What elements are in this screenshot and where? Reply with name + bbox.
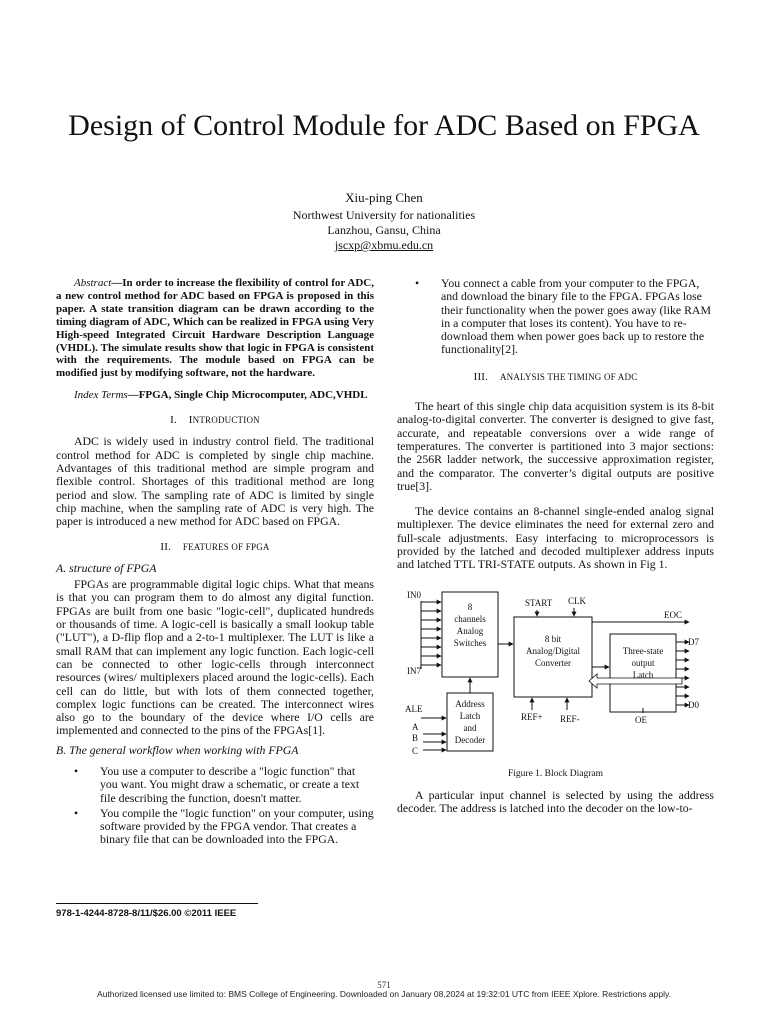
analysis-paragraph-2: The device contains an 8-channel single-ended analog signal multiplexer. The device eliminates the need for external zero and full-scale adjustments. Easy interfacing to microprocessors is provided by the latched and decoded multiplexer address inputs and latched TTL TRI-STATE outputs. As shown in Fig 1. [397,504,714,572]
address-latch-label: Latch [459,710,481,721]
abstract-text: —In order to increase the flexibility of control for ADC, a new control method for ADC based on FPGA is proposed in this paper. A state transition diagram can be drawn according to the timing diagram of ADC, Which can be realized in FPGA using Very High-speed Integrated Circuit Hardware Description Language (VHDL). The simulate results show that logic in FPGA is consistent with the requirements. The module based on FPGA can be modified just by modifying software, not the hardware. [56,277,374,380]
section1-rest: NTRODUCTION [192,415,260,426]
abstract-label: Abstract [74,277,112,289]
author-block [0,190,768,253]
abstract [56,277,374,380]
clk-label: CLK [568,595,586,606]
d0-label: D0 [688,699,699,710]
index-terms-label: Index Terms [74,389,128,402]
analysis-paragraph-1: The heart of this single chip data acquisition system is its 8-bit analog-to-digital converter. The converter is designed to give fast, accurate, and repeatable conversions over a wide range of temperatures. The converter is partitioned into 3 major sections: the 256R ladder network, the successive approximation register, and the comparator. The converter’s digital outputs are positive true[3]. [397,399,714,493]
section3-number: III. [473,370,489,383]
section3-heading: ANALYSIS THE TIMING OF ADC [499,371,638,382]
paper-title: Design of Control Module for ADC Based on FPGA [68,109,700,142]
left-column [56,277,374,849]
start-label: START [525,597,553,608]
latch-label: Latch [632,669,654,680]
subsection-heading-b: B. The general workflow when working with FPGA [56,742,299,757]
section-heading-introduction [56,414,374,427]
address-latch-label: Decoder [454,734,486,745]
mux-label: 8 [467,601,473,612]
author-affiliation: Northwest University for nationalities [292,208,476,222]
copyright-notice: 978-1-4244-8728-8/11/$26.00 ©2011 IEEE [56,903,258,919]
d7-label: D7 [688,636,699,647]
section-heading-features [56,541,374,554]
author-location: Lanzhou, Gansu, China [327,223,441,237]
address-latch-label: and [463,722,477,733]
section2-number: II. [160,540,172,553]
page-number: 571 [377,980,391,990]
intro-paragraph: ADC is widely used in industry control field. The traditional control method for ADC is completed by single chip machine. Advantages of this traditional method are simple program and flexible control. Shortages of this traditional method are long period and slow. The sampling rate of ADC is limited by single chip machine, when the sampling rate of ADC is very high. The paper is introduced a new method for ADC based on FPGA. [56,434,374,529]
figure-caption: Figure 1. Block Diagram [508,768,603,779]
mux-label: channels [454,613,486,624]
subsection-heading-a: A. structure of FPGA [56,560,157,575]
adc-label: 8 bit [544,633,562,644]
addr-c-label: C [412,745,419,756]
workflow-list-continued [397,277,714,357]
latch-label: output [631,657,655,668]
section-heading-analysis [397,371,714,384]
list-item: • You use a computer to describe a "logic function" that you want. You might draw a schematic, or create a text file describing the function, doesn't matter. [56,765,374,805]
mux-label: Switches [453,637,487,648]
addr-a-label: A [412,721,419,732]
section1-number: I. [170,414,177,427]
analysis-paragraph-3: A particular input channel is selected by using the address decoder. The address is latched into the decoder on the low-to- [397,787,714,816]
section1-first-letter: I [188,414,193,427]
oe-label: OE [635,714,647,725]
eoc-label: EOC [664,609,682,620]
block-diagram-figure [397,582,714,762]
adc-label: Converter [535,657,571,668]
mux-label: Analog [456,625,484,636]
license-notice: Authorized licensed use limited to: BMS College of Engineering. Downloaded on January 08,2024 at 19:32:01 UTC from IEEE Xplore. Restrictions apply. [97,989,671,999]
address-latch-label: Address [455,698,485,709]
ref-plus-label: REF+ [521,711,543,722]
section2-heading: FEATURES OF FPGA [182,541,270,552]
structure-paragraph: FPGAs are programmable digital logic chips. What that means is that you can program them to do almost any digital function. FPGAs are built from one basic "logic-cell", duplicated hundreds or thousands of time. A logic-cell is basically a small lookup table ("LUT"), a D-flip flop and a 2-to-1 multiplexer. The LUT is like a small RAM that can implement any logic function. Each logic-cell can be connected to other logic-cells through interconnect resources (wires/ multiplexers placed around the logic-cells). Each cell can do little, but with lots of them connected together, complex logic functions can be created. The interconnect wires also go to the boundary of the device where I/O cells are implemented and connected to the pins of the FPGAs[1]. [56,577,374,738]
adc-label: Analog/Digital [526,645,580,656]
ale-label: ALE [405,703,423,714]
ref-minus-label: REF- [560,713,580,724]
index-terms [56,389,374,402]
latch-label: Three-state [622,645,664,656]
list-item: • You connect a cable from your computer to the FPGA, and download the binary file to the FPGA. FPGAs lose their functionality when the power goes away (like RAM in a computer that loses its content). You have to re-download them when power goes back up to restore the functionality[2]. [397,277,714,357]
block-diagram-svg [397,582,714,762]
workflow-list [56,765,374,847]
index-terms-text: —FPGA, Single Chip Microcomputer, ADC,VHDL [127,389,368,402]
author-email-link[interactable]: jscxp@xbmu.edu.cn [334,238,434,252]
adc-box [514,617,592,697]
in7-label: IN7 [407,665,421,676]
right-column [397,277,714,816]
author-name: Xiu-ping Chen [345,190,423,205]
list-item: • You compile the "logic function" on your computer, using software provided by the FPGA vendor. That creates a binary file that can be downloaded into the FPGA. [56,807,374,847]
in0-label: IN0 [407,589,421,600]
addr-b-label: B [412,732,419,743]
